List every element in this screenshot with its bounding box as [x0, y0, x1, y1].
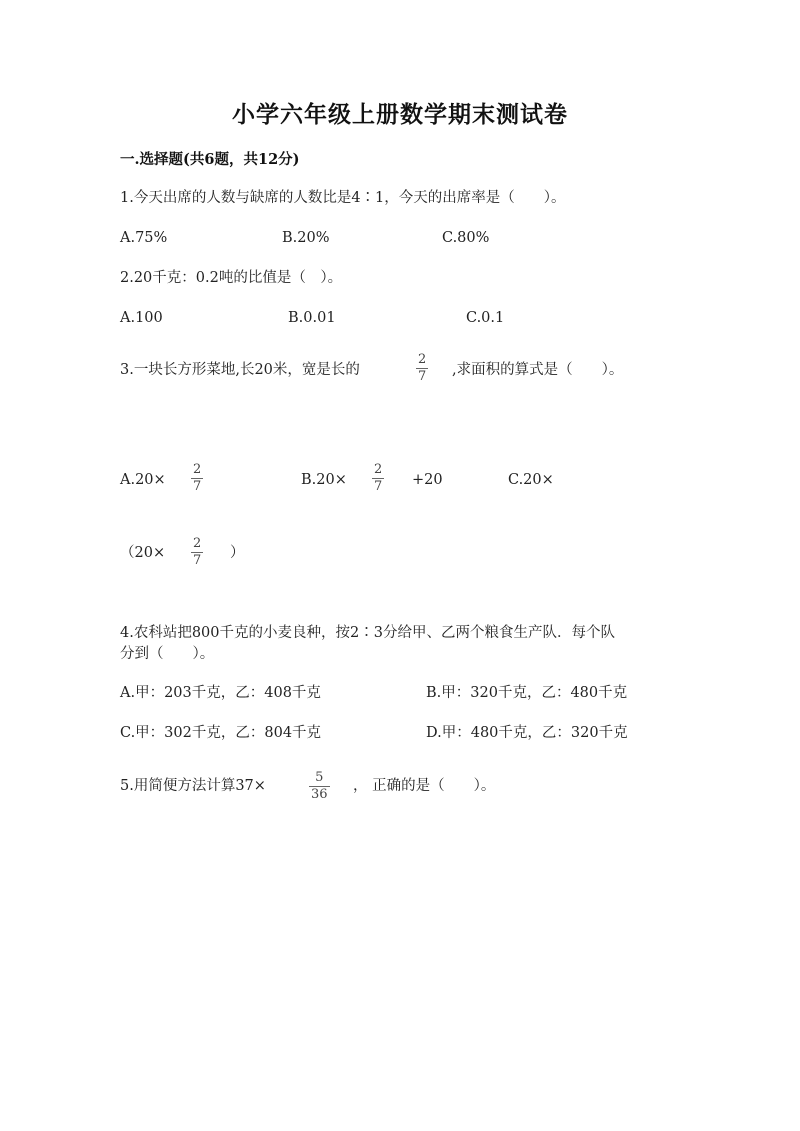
fraction-denominator: 7 [193, 479, 202, 494]
fraction-numerator: 5 [315, 770, 324, 785]
fraction-numerator: 2 [374, 462, 383, 477]
question-3-option-b-fraction [372, 463, 384, 494]
question-5-fraction [309, 771, 330, 802]
question-3-stem-after: ,求面积的算式是（ ）。 [452, 362, 624, 378]
question-1-option-b: B.20% [282, 230, 330, 246]
question-2-stem: 2.20千克：0.2吨的比值是（ ）。 [120, 270, 343, 286]
question-3-option-b-suffix: +20 [412, 472, 443, 488]
fraction-denominator: 7 [193, 553, 202, 568]
question-2-option-a: A.100 [120, 310, 163, 326]
fraction-denominator: 36 [311, 787, 328, 802]
fraction-numerator: 2 [418, 352, 427, 367]
question-1-option-c: C.80% [442, 230, 490, 246]
fraction-denominator: 7 [418, 369, 427, 384]
question-5-stem-after: ， 正确的是（ ）。 [353, 778, 496, 794]
question-1-stem: 1.今天出席的人数与缺席的人数比是4∶1，今天的出席率是（ ）。 [120, 190, 566, 206]
question-3-option-c: C.20× [508, 472, 554, 488]
fraction-numerator: 2 [193, 462, 202, 477]
question-3-option-b: B.20× [301, 472, 347, 488]
question-4-option-b: B.甲：320千克，乙：480千克 [426, 685, 628, 701]
question-3-stem-fraction [416, 353, 428, 384]
question-2-option-c: C.0.1 [466, 310, 505, 326]
question-4-option-c: C.甲：302千克，乙：804千克 [120, 725, 322, 741]
question-3-option-c-continued: （20× [120, 545, 166, 561]
question-3-option-c-fraction [191, 537, 203, 568]
question-3-option-c-suffix: ） [230, 545, 245, 561]
question-4-option-a: A.甲：203千克，乙：408千克 [120, 685, 321, 701]
question-4-stem-line-2: 分到（ ）。 [120, 646, 215, 662]
question-5-stem-before: 5.用简便方法计算37× [120, 778, 266, 794]
fraction-denominator: 7 [374, 479, 383, 494]
question-3-stem-before: 3.一块长方形菜地,长20米，宽是长的 [120, 362, 360, 378]
question-4-stem-line-1: 4.农科站把800千克的小麦良种，按2∶3分给甲、乙两个粮食生产队．每个队 [120, 625, 615, 641]
question-3-option-a-fraction [191, 463, 203, 494]
page-title: 小学六年级上册数学期末测试卷 [232, 101, 568, 128]
fraction-numerator: 2 [193, 536, 202, 551]
section-heading: 一.选择题(共6题，共12分) [120, 151, 300, 168]
question-2-option-b: B.0.01 [288, 310, 336, 326]
question-3-option-a: A.20× [120, 472, 166, 488]
question-1-option-a: A.75% [120, 230, 168, 246]
question-4-option-d: D.甲：480千克，乙：320千克 [426, 725, 628, 741]
